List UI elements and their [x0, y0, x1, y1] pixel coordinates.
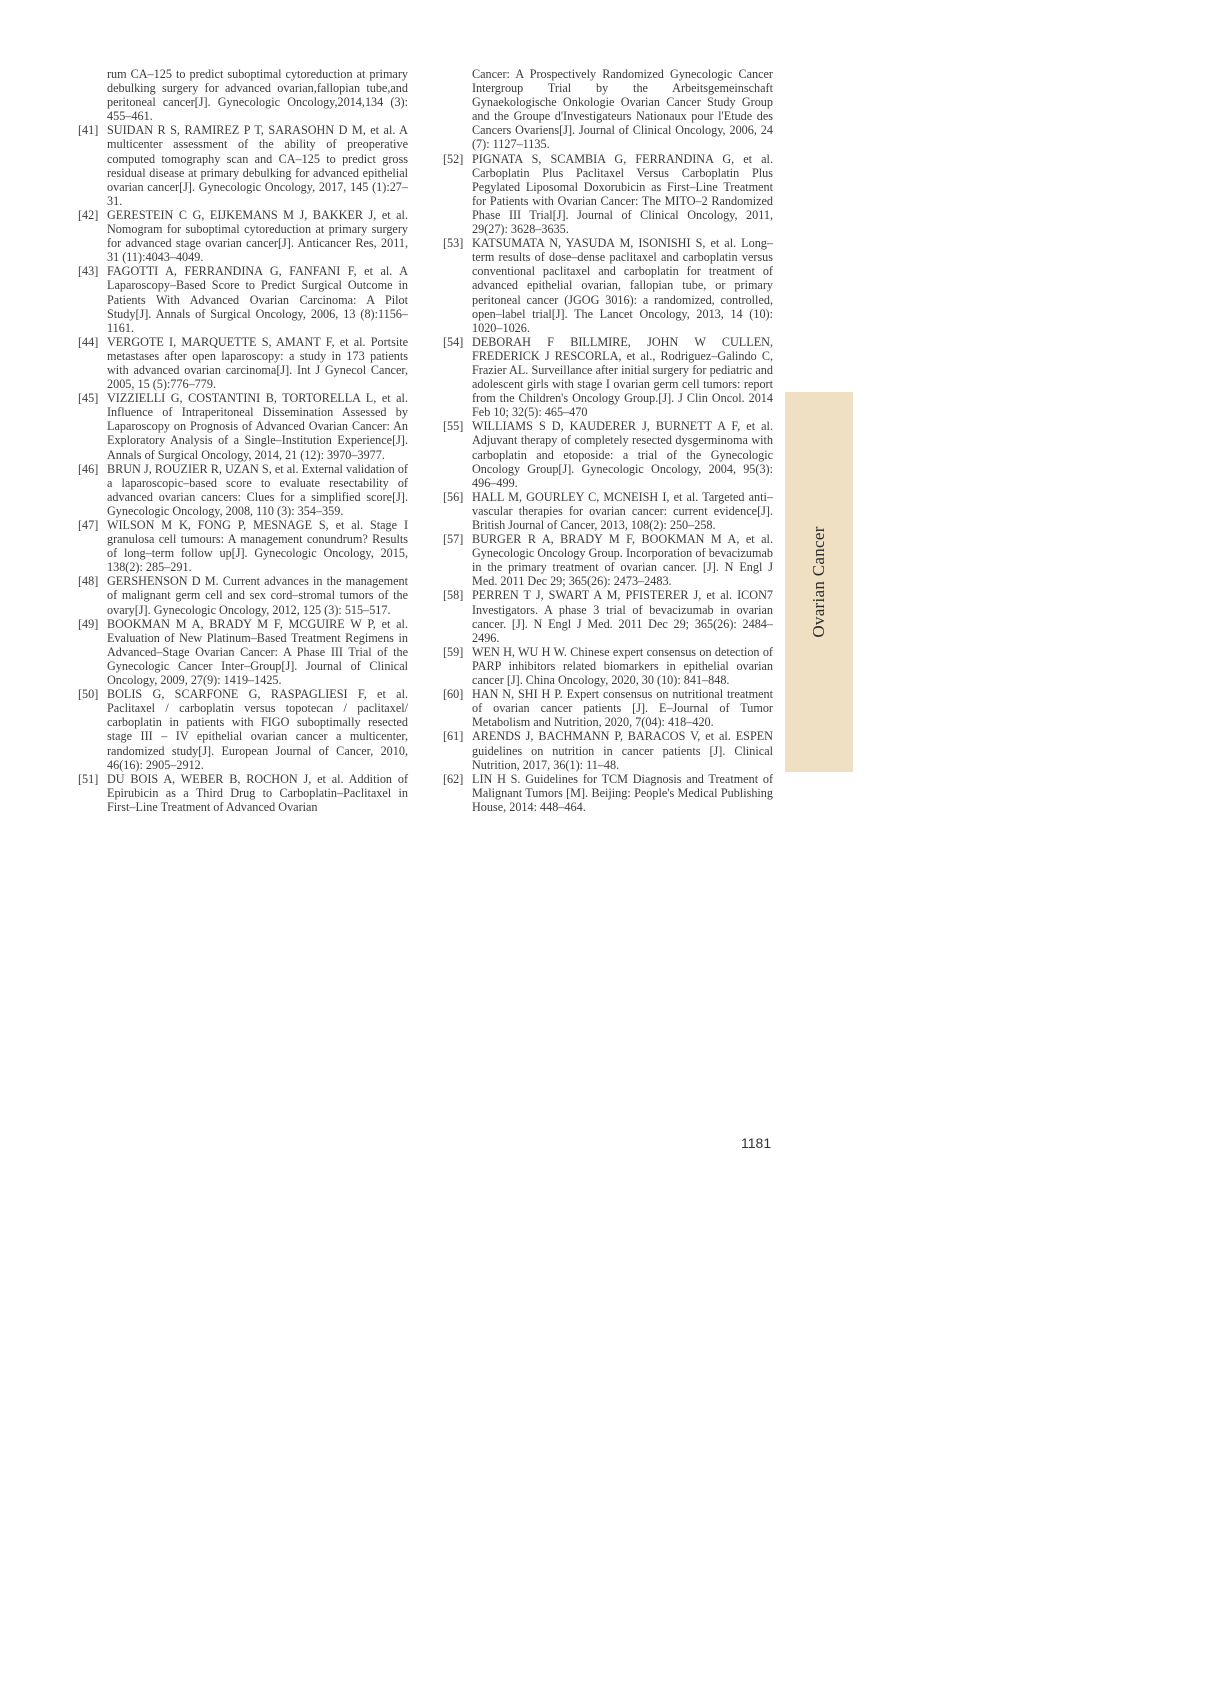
reference-43 — [78, 264, 408, 334]
reference-number: [44] — [78, 334, 99, 349]
reference-text: GERSHENSON D M. Current advances in the management of malignant germ cell and sex cord–stromal tumors of the ovary[J]. Gynecologic Oncology, 2012, 125 (3): 515–517. — [107, 574, 408, 617]
left-reference-column — [78, 67, 408, 814]
reference-text: WILSON M K, FONG P, MESNAGE S, et al. Stage I granulosa cell tumours: A management conundrum? Results of long–term follow up[J]. Gynecologic Oncology, 2015, 138(2): 285–291. — [107, 518, 408, 575]
reference-text: KATSUMATA N, YASUDA M, ISONISHI S, et al. Long–term results of dose–dense paclitaxel and carboplatin versus conventional paclitaxel and carboplatin for treatment of advanced epithelial ovarian, fallopian tube, or primary peritoneal cancer (JGOG 3016): a randomized, controlled, open–label trial[J]. The Lancet Oncology, 2013, 14 (10): 1020–1026. — [472, 236, 773, 335]
reference-62 — [443, 772, 773, 814]
section-side-tab — [785, 392, 853, 772]
reference-number: [53] — [443, 236, 464, 251]
page-number: 1181 — [741, 1135, 772, 1151]
reference-continuation: Cancer: A Prospectively Randomized Gynecologic Cancer Intergroup Trial by the Arbeitsgemeinschaft Gynaekologische Onkologie Ovarian Cancer Study Group and the Groupe d'Investigateurs Nationaux pour l'Etude des Cancers Ovariens[J]. Journal of Clinical Oncology, 2006, 24 (7): 1127–1135. — [472, 67, 773, 152]
reference-number: [41] — [78, 123, 99, 138]
reference-44 — [78, 335, 408, 391]
reference-59 — [443, 645, 773, 687]
reference-text: DU BOIS A, WEBER B, ROCHON J, et al. Addition of Epirubicin as a Third Drug to Carboplatin–Paclitaxel in First–Line Treatment of Advanced Ovarian — [107, 771, 408, 814]
reference-58 — [443, 588, 773, 644]
reference-text: WEN H, WU H W. Chinese expert consensus on detection of PARP inhibitors related biomarkers in epithelial ovarian cancer [J]. China Oncology, 2020, 30 (10): 841–848. — [472, 644, 773, 688]
right-reference-column — [443, 67, 773, 814]
reference-text: HALL M, GOURLEY C, MCNEISH I, et al. Targeted anti–vascular therapies for ovarian cancer: current evidence[J]. British Journal of Cancer, 2013, 108(2): 250–258. — [472, 489, 773, 532]
reference-text: PERREN T J, SWART A M, PFISTERER J, et al. ICON7 Investigators. A phase 3 trial of bevacizumab in ovarian cancer. [J]. N Engl J Med. 2011 Dec 29; 365(26): 2484–2496. — [472, 588, 773, 645]
reference-46 — [78, 462, 408, 518]
reference-number: [59] — [443, 644, 464, 659]
section-tab-label: Ovarian Cancer — [809, 526, 828, 638]
reference-57 — [443, 532, 773, 588]
reference-number: [45] — [78, 391, 99, 406]
reference-number: [43] — [78, 264, 99, 279]
reference-42 — [78, 208, 408, 264]
reference-53 — [443, 236, 773, 335]
reference-number: [50] — [78, 687, 99, 702]
reference-text: BOOKMAN M A, BRADY M F, MCGUIRE W P, et al. Evaluation of New Platinum–Based Treatment Regimens in Advanced–Stage Ovarian Cancer: A Phase III Trial of the Gynecologic Cancer Inter–Group[J]. Journal of Clinical Oncology, 2009, 27(9): 1419–1425. — [107, 616, 408, 688]
reference-50 — [78, 687, 408, 772]
reference-47 — [78, 518, 408, 574]
reference-number: [54] — [443, 334, 464, 349]
reference-45 — [78, 391, 408, 461]
reference-number: [55] — [443, 419, 464, 434]
reference-number: [48] — [78, 574, 99, 589]
reference-number: [57] — [443, 532, 464, 547]
reference-text: ARENDS J, BACHMANN P, BARACOS V, et al. ESPEN guidelines on nutrition in cancer patients [J]. Clinical Nutrition, 2017, 36(1): 11–48. — [472, 729, 773, 772]
reference-number: [49] — [78, 616, 99, 631]
reference-text: SUIDAN R S, RAMIREZ P T, SARASOHN D M, et al. A multicenter assessment of the ability of preoperative computed tomography scan and CA–125 to predict gross residual disease at primary debulking for advanced epithelial ovarian cancer[J]. Gynecologic Oncology, 2017, 145 (1):27–31. — [107, 123, 408, 208]
reference-48 — [78, 574, 408, 616]
reference-41 — [78, 123, 408, 208]
reference-number: [42] — [78, 207, 99, 222]
reference-number: [61] — [443, 729, 464, 744]
reference-text: VERGOTE I, MARQUETTE S, AMANT F, et al. Portsite metastases after open laparoscopy: a study in 173 patients with advanced ovarian carcinoma[J]. Int J Gynecol Cancer, 2005, 15 (5):776–779. — [107, 334, 408, 392]
reference-text: BURGER R A, BRADY M F, BOOKMAN M A, et al. Gynecologic Oncology Group. Incorporation of bevacizumab in the primary treatment of ovarian cancer. [J]. N Engl J Med. 2011 Dec 29; 365(26): 2473–2483. — [472, 532, 773, 589]
reference-number: [46] — [78, 461, 99, 476]
reference-continuation: rum CA–125 to predict suboptimal cytoreduction at primary debulking surgery for advanced ovarian,fallopian tube,and peritoneal cancer[J]. Gynecologic Oncology,2014,134 (3): 455–461. — [107, 67, 408, 124]
reference-number: [62] — [443, 771, 464, 786]
reference-number: [56] — [443, 489, 464, 504]
reference-52 — [443, 152, 773, 237]
reference-number: [47] — [78, 518, 99, 532]
reference-text: BOLIS G, SCARFONE G, RASPAGLIESI F, et al. Paclitaxel / carboplatin versus topotecan / paclitaxel/ carboplatin in patients with FIGO suboptimally resected stage III – IV epithelial ovarian cancer a multicenter, randomized study[J]. European Journal of Cancer, 2010, 46(16): 2905–2912. — [107, 687, 408, 772]
reference-text: BRUN J, ROUZIER R, UZAN S, et al. External validation of a laparoscopic–based score to evaluate resectability of advanced ovarian cancers: Clues for a simplified score[J]. Gynecologic Oncology, 2008, 110 (3): 354–359. — [107, 461, 408, 518]
reference-number: [52] — [443, 151, 464, 166]
reference-text: DEBORAH F BILLMIRE, JOHN W CULLEN, FREDERICK J RESCORLA, et al., Rodriguez–Galindo C, Frazier AL. Surveillance after initial surgery for pediatric and adolescent girls with stage I ovarian germ cell tumors: report from the Children's Oncology Group.[J]. J Clin Oncol. 2014 Feb 10; 32(5): 465–470 — [472, 334, 773, 420]
reference-text: WILLIAMS S D, KAUDERER J, BURNETT A F, et al. Adjuvant therapy of completely resected dysgerminoma with carboplatin and etoposide: a trial of the Gynecologic Oncology Group[J]. Gynecologic Oncology, 2004, 95(3): 496–499. — [472, 419, 773, 490]
reference-54 — [443, 335, 773, 420]
reference-text: LIN H S. Guidelines for TCM Diagnosis and Treatment of Malignant Tumors [M]. Beijing: People's Medical Publishing House, 2014: 448–464. — [472, 771, 773, 814]
reference-56 — [443, 490, 773, 532]
reference-number: [51] — [78, 771, 99, 786]
reference-60 — [443, 687, 773, 729]
reference-text: FAGOTTI A, FERRANDINA G, FANFANI F, et al. A Laparoscopy–Based Score to Predict Surgical Outcome in Patients With Advanced Ovarian Carcinoma: A Pilot Study[J]. Annals of Surgical Oncology, 2006, 13 (8):1156–1161. — [107, 264, 408, 335]
reference-text: GERESTEIN C G, EIJKEMANS M J, BAKKER J, et al. Nomogram for suboptimal cytoreduction at primary surgery for advanced stage ovarian cancer[J]. Anticancer Res, 2011, 31 (11):4043–4049. — [107, 207, 408, 265]
reference-number: [60] — [443, 687, 464, 702]
reference-61 — [443, 729, 773, 771]
reference-49 — [78, 617, 408, 687]
reference-55 — [443, 419, 773, 489]
reference-51 — [78, 772, 408, 814]
reference-text: PIGNATA S, SCAMBIA G, FERRANDINA G, et al. Carboplatin Plus Paclitaxel Versus Carboplatin Plus Pegylated Liposomal Doxorubicin as First–Line Treatment for Patients with Ovarian Cancer: The MITO–2 Randomized Phase III Trial[J]. Journal of Clinical Oncology, 2011, 29(27): 3628–3635. — [472, 151, 773, 237]
reference-number: [58] — [443, 588, 464, 603]
reference-text: VIZZIELLI G, COSTANTINI B, TORTORELLA L, et al. Influence of Intraperitoneal Dissemination Assessed by Laparoscopy on Prognosis of Advanced Ovarian Cancer: An Exploratory Analysis of a Single–Institution Experience[J]. Annals of Surgical Oncology, 2014, 21 (12): 3970–3977. — [107, 391, 408, 462]
reference-text: HAN N, SHI H P. Expert consensus on nutritional treatment of ovarian cancer patients [J]. E–Journal of Tumor Metabolism and Nutrition, 2020, 7(04): 418–420. — [472, 687, 773, 730]
